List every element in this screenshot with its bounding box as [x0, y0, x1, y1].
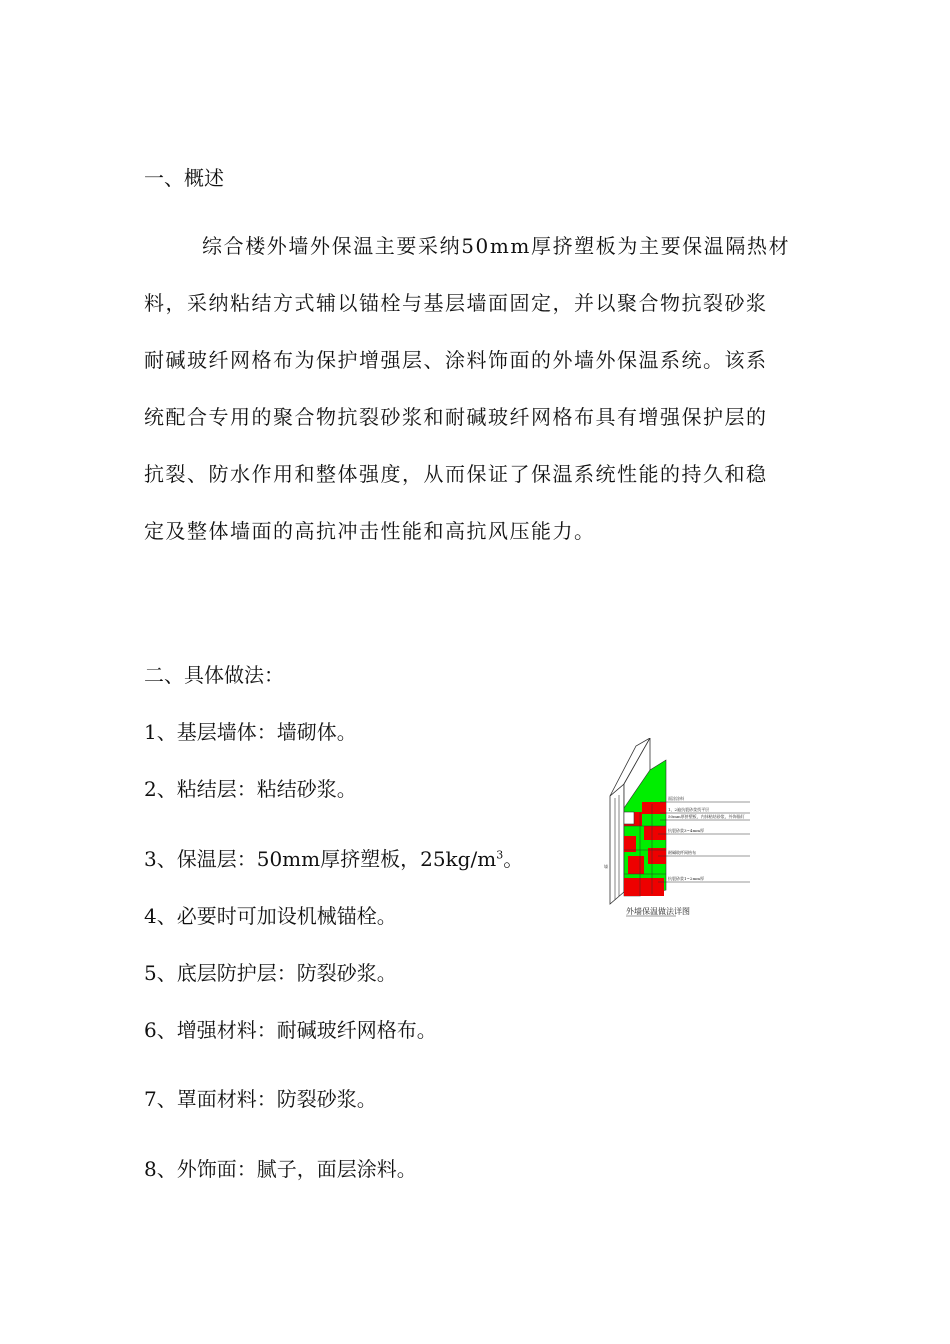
anchor-plate [624, 812, 634, 824]
list-item: 2、粘结层：粘结砂浆。 [144, 777, 357, 801]
section-1-paragraph [144, 218, 808, 560]
layer-label: 50mm厚挤塑板，内抹粘结砂浆，外饰锚钉 [668, 814, 745, 819]
paragraph-line: 耐碱玻纤网格布为保护增强层、涂料饰面的外墙外保温系统。该系 [144, 348, 768, 372]
wall-front [610, 784, 624, 904]
section-1-heading: 一、概述 [144, 166, 224, 190]
wall-label: 墙 [604, 864, 608, 869]
red-block [644, 826, 666, 840]
insulation-detail-diagram [600, 738, 760, 920]
red-block [624, 878, 664, 896]
paragraph-line: 抗裂、防水作用和整体强度，从而保证了保温系统性能的持久和稳 [144, 462, 768, 486]
red-block [628, 856, 644, 874]
paragraph-line: 统配合专用的聚合物抗裂砂浆和耐碱玻纤网格布具有增强保护层的 [144, 405, 768, 429]
list-item [144, 843, 523, 872]
layer-label: 1、2遍抗裂砂浆找平层 [668, 807, 710, 812]
section-2-heading: 二、具体做法： [144, 663, 284, 687]
superscript: 3 [496, 848, 504, 862]
list-item: 7、罩面材料：防裂砂浆。 [144, 1087, 377, 1111]
layer-label: 面涂涂料 [668, 796, 684, 801]
list-item: 5、底层防护层：防裂砂浆。 [144, 961, 397, 985]
figure-caption: 外墙保温做法详图 [626, 907, 690, 916]
list-item-text: 3、保温层：50mm厚挤塑板，25kg/m [144, 847, 497, 871]
list-item: 4、必要时可加设机械锚栓。 [144, 904, 397, 928]
layer-label: 耐碱玻纤网格布 [668, 850, 696, 855]
red-block [642, 802, 666, 814]
list-item: 8、外饰面：腻子，面层涂料。 [144, 1157, 417, 1181]
list-item-suffix: 。 [503, 847, 524, 871]
paragraph-line: 综合楼外墙外保温主要采纳50mm厚挤塑板为主要保温隔热材 [202, 234, 791, 258]
list-item: 6、增强材料：耐碱玻纤网格布。 [144, 1018, 437, 1042]
layer-label: 抗裂砂浆1~2mm厚 [668, 876, 705, 881]
red-block [624, 836, 636, 852]
layer-label: 抗裂砂浆3~4mm厚 [668, 828, 705, 833]
list-item: 1、基层墙体：墙砌体。 [144, 720, 357, 744]
paragraph-line: 料，采纳粘结方式辅以锚栓与基层墙面固定，并以聚合物抗裂砂浆 [144, 291, 768, 315]
paragraph-line: 定及整体墙面的高抗冲击性能和高抗风压能力。 [144, 519, 596, 543]
